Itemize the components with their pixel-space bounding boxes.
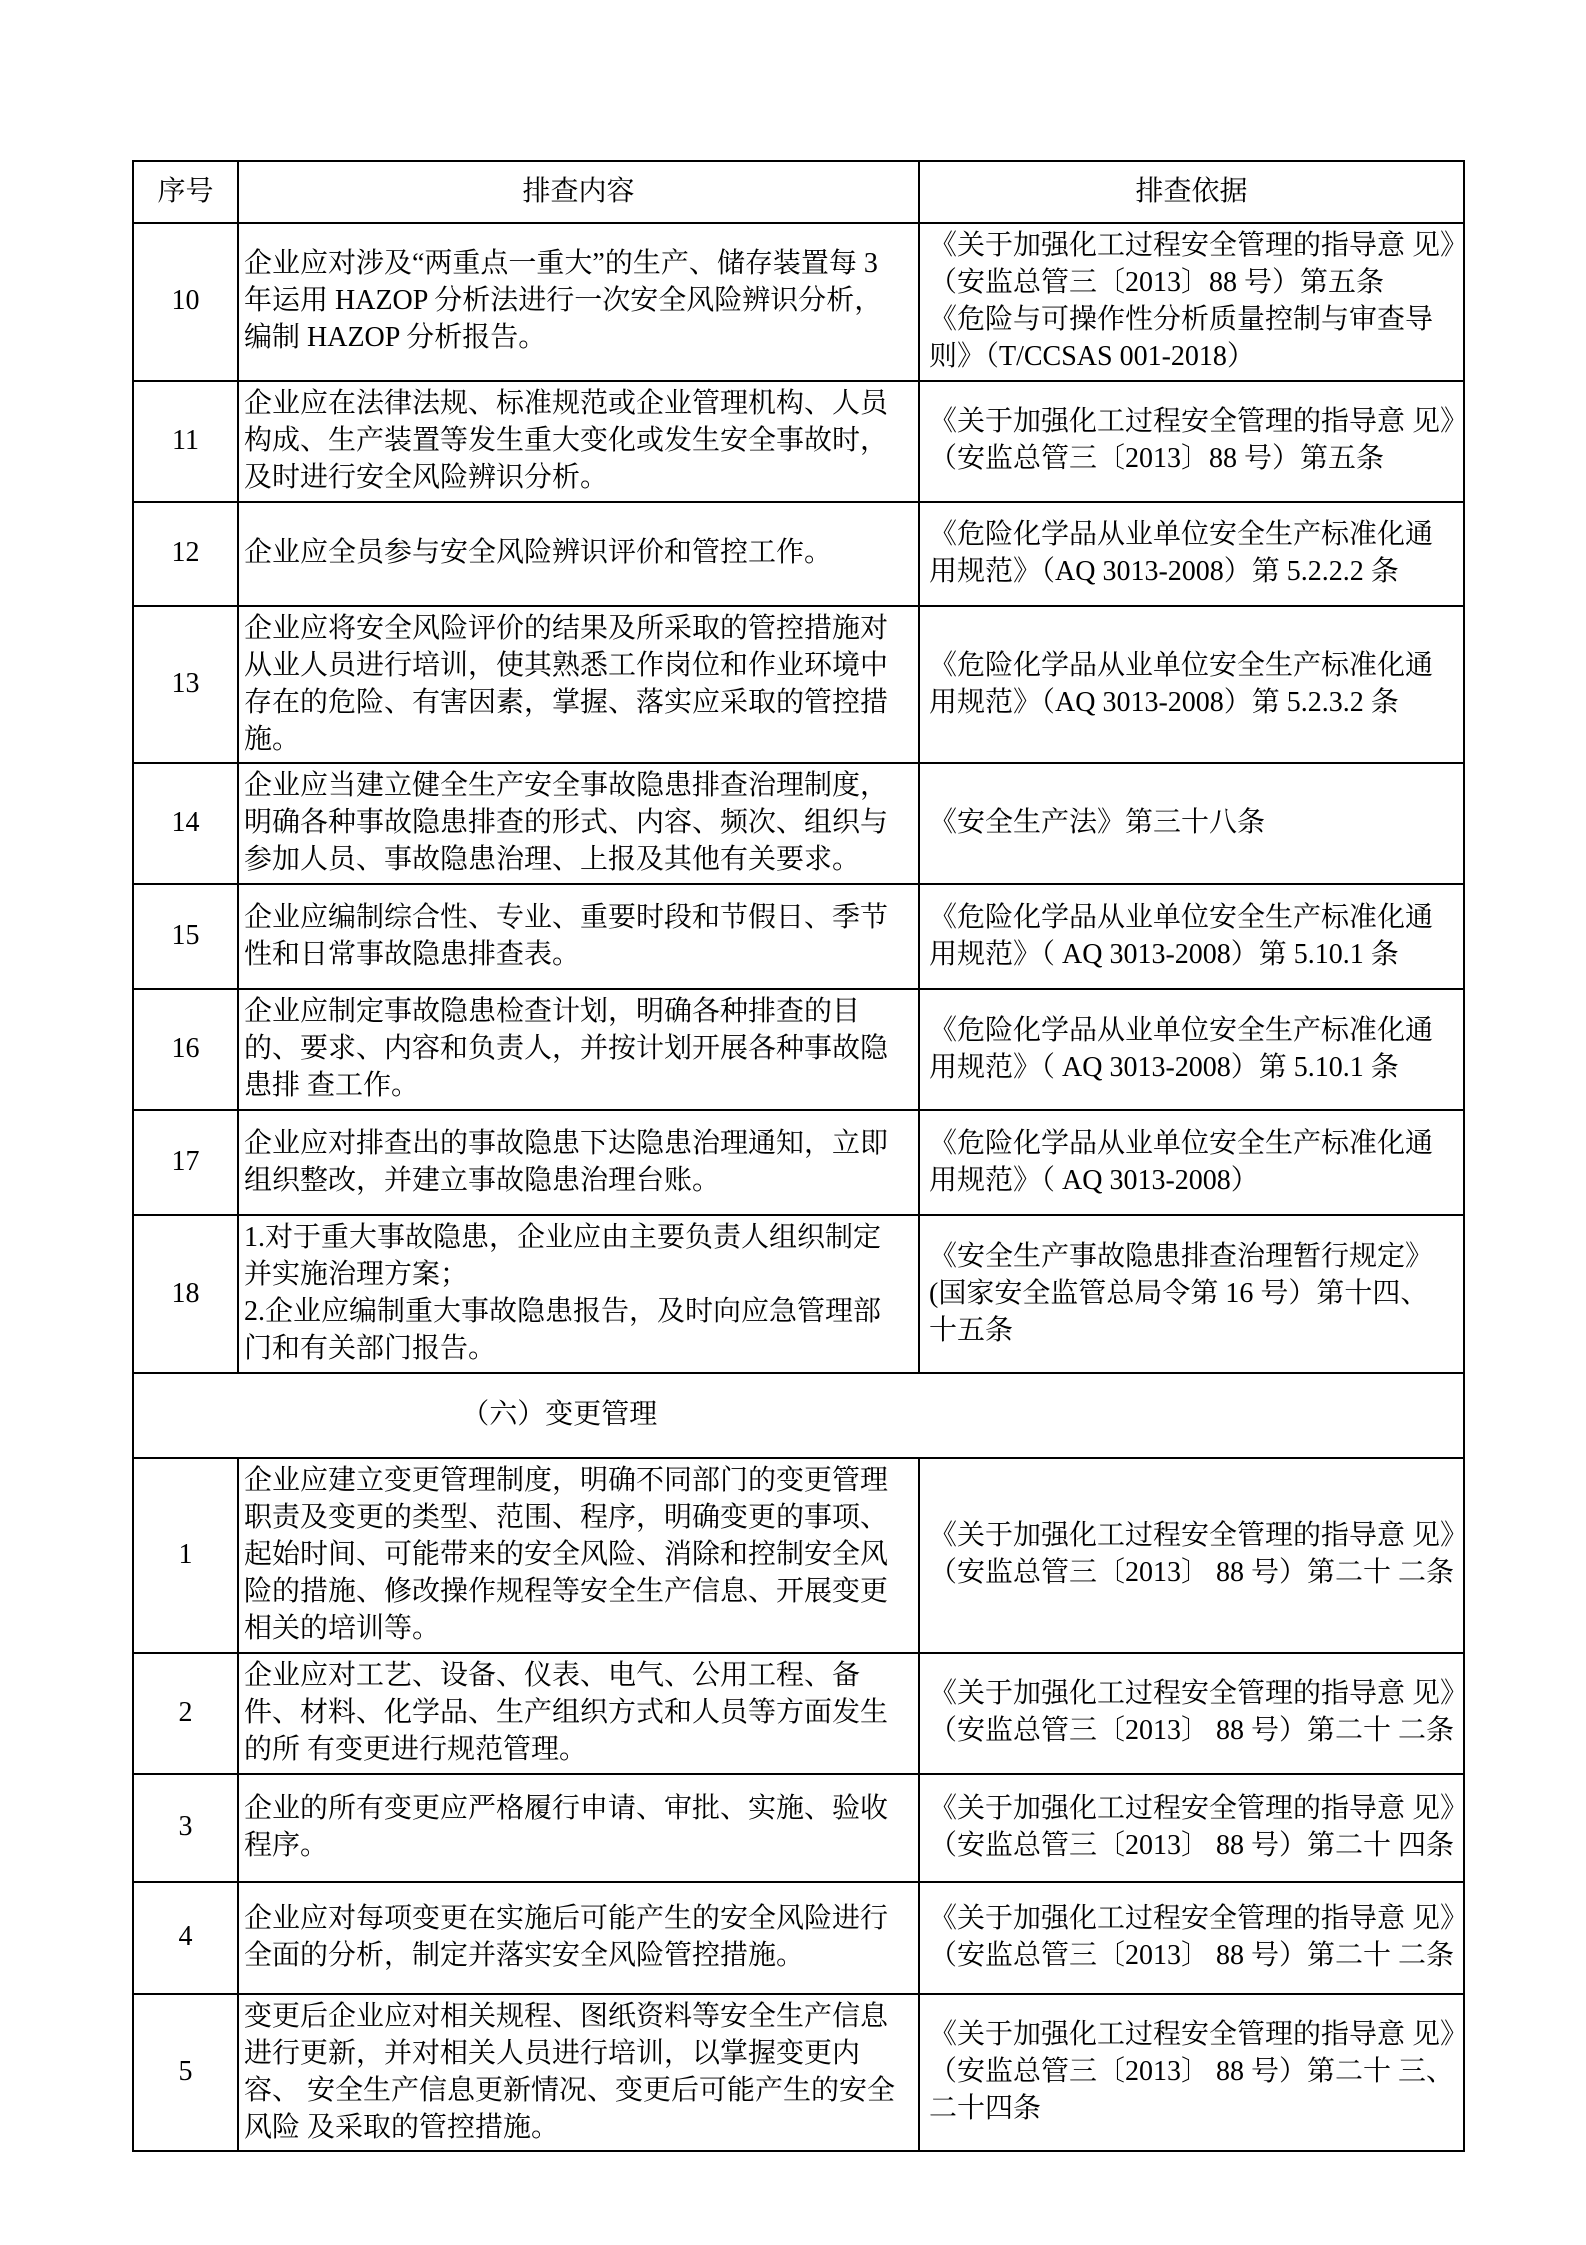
content-paragraph: 企业应对排查出的事故隐患下达隐患治理通知，立即 组织整改，并建立事故隐患治理台账。 (244, 1127, 889, 1196)
table-row (133, 502, 1464, 606)
row-index: 10 (133, 223, 238, 381)
section-title-label: （六）变更管理 (461, 1399, 658, 1431)
section-title (133, 1373, 1464, 1458)
basis-paragraph: 《危险化学品从业单位安全生产标准化通 用规范》（ AQ 3013-2008） (929, 1127, 1434, 1196)
table-header-row (133, 161, 1464, 223)
content-paragraph: 企业应全员参与安全风险辨识评价和管控工作。 (244, 537, 833, 569)
basis-paragraph: 《关于加强化工过程安全管理的指导意 见》（安监总管三〔2013〕 88 号）第二十 二条 (929, 1678, 1455, 1747)
content-paragraph: 企业应对工艺、设备、仪表、电气、公用工程、备件、材料、化学品、生产组织方式和人员等方面发生的所 有变更进行规范管理。 (244, 1659, 889, 1765)
table-row (133, 223, 1464, 381)
table-row (133, 1994, 1464, 2152)
content-paragraph: 2.企业应编制重大事故隐患报告，及时向应急管理部 门和有关部门报告。 (244, 1296, 882, 1365)
row-index: 11 (133, 381, 238, 502)
content-paragraph: 企业应对涉及“两重点一重大”的生产、储存装置每 3 年运用 HAZOP 分析法进行一次安全风险辨识分析， 编制 HAZOP 分析报告。 (244, 248, 883, 354)
content-paragraph: 企业应对每项变更在实施后可能产生的安全风险进行 全面的分析，制定并落实安全风险管控措施。 (244, 1902, 889, 1971)
basis-paragraph: 《关于加强化工过程安全管理的指导意 见》（安监总管三〔2013〕88 号）第五条 (929, 230, 1455, 298)
row-basis (919, 223, 1464, 381)
row-index: 17 (133, 1110, 238, 1215)
content-paragraph: 企业应在法律法规、标准规范或企业管理机构、人员 构成、生产装置等发生重大变化或发生安全事故时， 及时进行安全风险辨识分析。 (244, 387, 889, 493)
row-index: 16 (133, 989, 238, 1110)
row-basis (919, 763, 1464, 884)
header-content: 排查内容 (238, 161, 919, 223)
content-paragraph: 企业应制定事故隐患检查计划，明确各种排查的目的、要求、内容和负责人，并按计划开展各种事故隐患排 查工作。 (244, 996, 889, 1102)
row-basis (919, 1215, 1464, 1373)
basis-paragraph: 《关于加强化工过程安全管理的指导意 见》（安监总管三〔2013〕 88 号）第二十 四条 (929, 1792, 1455, 1861)
row-content (238, 1774, 919, 1882)
basis-paragraph: 《安全生产法》第三十八条 (929, 807, 1266, 839)
row-index: 3 (133, 1774, 238, 1882)
table-row (133, 884, 1464, 989)
row-basis (919, 1458, 1464, 1653)
row-content (238, 502, 919, 606)
row-basis (919, 989, 1464, 1110)
row-content (238, 1994, 919, 2152)
content-paragraph: 1.对于重大事故隐患，企业应由主要负责人组织制定 并实施治理方案； (244, 1222, 882, 1291)
table-row (133, 1110, 1464, 1215)
row-content (238, 1653, 919, 1774)
table-row (133, 1774, 1464, 1882)
table-row (133, 1458, 1464, 1653)
section-row (133, 1373, 1464, 1458)
basis-paragraph: 《关于加强化工过程安全管理的指导意 见》（安监总管三〔2013〕 88 号）第二十 二条 (929, 1520, 1455, 1589)
table-row (133, 1653, 1464, 1774)
row-content (238, 763, 919, 884)
header-basis: 排查依据 (919, 161, 1464, 223)
row-content (238, 1458, 919, 1653)
header-index: 序号 (133, 161, 238, 223)
row-index: 15 (133, 884, 238, 989)
row-index: 13 (133, 606, 238, 764)
basis-paragraph: 《关于加强化工过程安全管理的指导意 见》（安监总管三〔2013〕88 号）第五条 (929, 406, 1455, 475)
row-content (238, 223, 919, 381)
row-basis (919, 502, 1464, 606)
content-paragraph: 企业应当建立健全生产安全事故隐患排查治理制度，明确各种事故隐患排查的形式、内容、频次、组织与 参加人员、事故隐患治理、上报及其他有关要求。 (244, 770, 889, 876)
basis-paragraph: 《危险化学品从业单位安全生产标准化通 用规范》（AQ 3013-2008）第 5.2.2.2 条 (929, 518, 1434, 587)
table-row (133, 1882, 1464, 1994)
table-row (133, 1215, 1464, 1373)
basis-paragraph: 《关于加强化工过程安全管理的指导意 见》（安监总管三〔2013〕 88 号）第二十 三、二十四条 (929, 2019, 1455, 2125)
content-paragraph: 企业应建立变更管理制度，明确不同部门的变更管理 职责及变更的类型、范围、程序，明确变更的事项、 起始时间、可能带来的安全风险、消除和控制安全风 险的措施、修改操作规程等安全生产信息、开展变更 相关的培训等。 (244, 1465, 889, 1644)
inspection-table (132, 160, 1465, 2152)
table-row (133, 763, 1464, 884)
row-content (238, 381, 919, 502)
content-paragraph: 变更后企业应对相关规程、图纸资料等安全生产信息 进行更新，并对相关人员进行培训，以掌握变更内容、 安全生产信息更新情况、变更后可能产生的安全风险 及采取的管控措施。 (244, 2000, 896, 2143)
basis-paragraph: 《关于加强化工过程安全管理的指导意 见》（安监总管三〔2013〕 88 号）第二十 二条 (929, 1902, 1455, 1971)
row-content (238, 606, 919, 764)
row-basis (919, 1774, 1464, 1882)
table-body (133, 223, 1464, 2151)
basis-paragraph: 《危险与可操作性分析质量控制与审查导 则》（T/CCSAS 001-2018） (929, 303, 1434, 372)
row-content (238, 884, 919, 989)
row-index: 18 (133, 1215, 238, 1373)
content-paragraph: 企业的所有变更应严格履行申请、审批、实施、验收 程序。 (244, 1792, 889, 1861)
row-content (238, 1110, 919, 1215)
row-basis (919, 1994, 1464, 2152)
content-paragraph: 企业应编制综合性、专业、重要时段和节假日、季节 性和日常事故隐患排查表。 (244, 901, 889, 970)
row-basis (919, 1653, 1464, 1774)
row-basis (919, 1882, 1464, 1994)
row-index: 2 (133, 1653, 238, 1774)
row-index: 5 (133, 1994, 238, 2152)
row-basis (919, 606, 1464, 764)
basis-paragraph: 《安全生产事故隐患排查治理暂行规定》(国家安全监管总局令第 16 号）第十四、 十五条 (929, 1240, 1434, 1346)
row-content (238, 1215, 919, 1373)
row-basis (919, 381, 1464, 502)
basis-paragraph: 《危险化学品从业单位安全生产标准化通 用规范》（AQ 3013-2008）第 5.2.3.2 条 (929, 649, 1434, 718)
content-paragraph: 企业应将安全风险评价的结果及所采取的管控措施对 从业人员进行培训，使其熟悉工作岗位和作业环境中 存在的危险、有害因素，掌握、落实应采取的管控措 施。 (244, 612, 889, 755)
table-row (133, 381, 1464, 502)
row-basis (919, 884, 1464, 989)
row-content (238, 989, 919, 1110)
basis-paragraph: 《危险化学品从业单位安全生产标准化通 用规范》（ AQ 3013-2008）第 5.10.1 条 (929, 1014, 1434, 1083)
table-row (133, 606, 1464, 764)
table-row (133, 989, 1464, 1110)
row-index: 4 (133, 1882, 238, 1994)
row-index: 1 (133, 1458, 238, 1653)
basis-paragraph: 《危险化学品从业单位安全生产标准化通 用规范》（ AQ 3013-2008）第 5.10.1 条 (929, 901, 1434, 970)
row-index: 14 (133, 763, 238, 884)
row-content (238, 1882, 919, 1994)
row-basis (919, 1110, 1464, 1215)
row-index: 12 (133, 502, 238, 606)
